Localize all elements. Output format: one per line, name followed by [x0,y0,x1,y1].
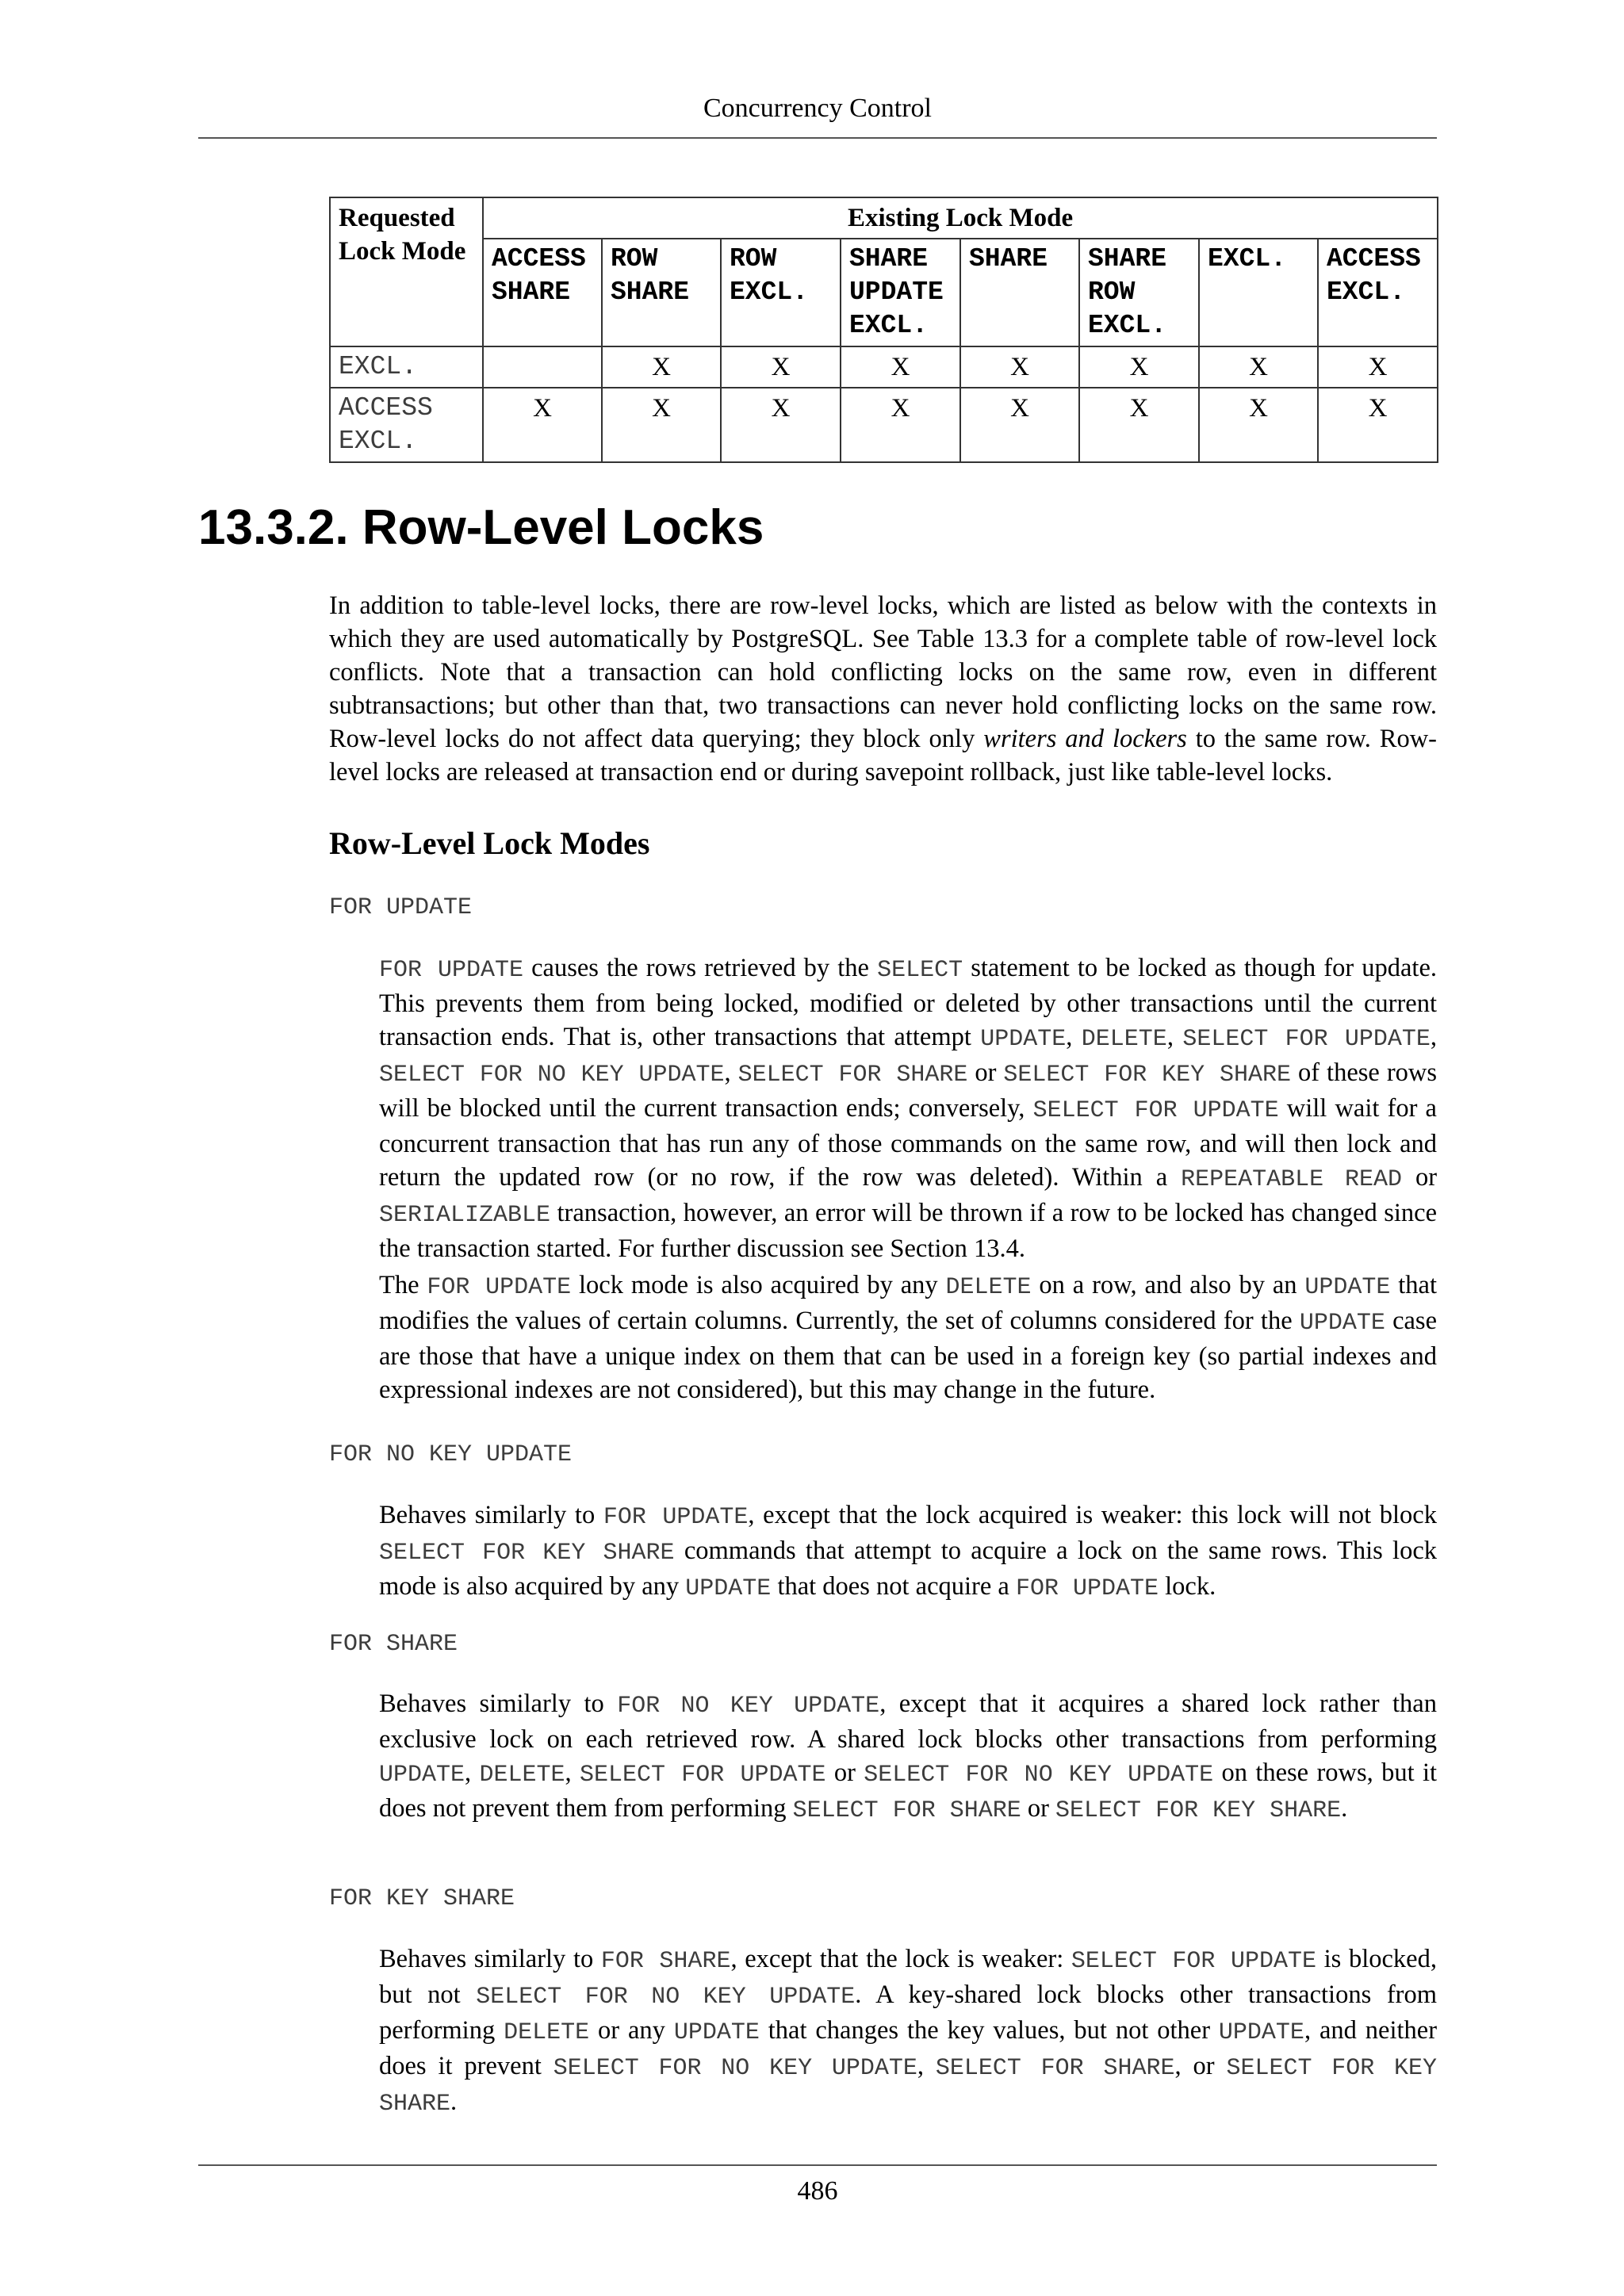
mode-description: Behaves similarly to FOR SHARE, except that the lock is weaker: SELECT FOR UPDATE is blocked, but not SELECT FOR NO KEY UPDATE. A key-shared lock blocks other transactions from performing DELETE or any UPDATE that changes the key values, but not other UPDATE, and neither does it prevent SELECT FOR NO KEY UPDATE, SELECT FOR SHARE, or SELECT FOR KEY SHARE. [379,1945,1438,2118]
column-header: EXCL. [1199,239,1318,346]
inline-code: SERIALIZABLE [379,1202,551,1229]
column-header: SHARE [960,239,1079,346]
inline-code: UPDATE [980,1026,1067,1053]
page-number: 486 [797,2176,838,2206]
table-cell: X [483,388,602,462]
table-cell: X [1199,346,1318,388]
table-cell: X [721,346,841,388]
table-row [330,388,1438,462]
inline-code: SELECT FOR NO KEY UPDATE [864,1762,1214,1789]
inline-code: SELECT FOR KEY SHARE [379,2055,1438,2118]
inline-code: UPDATE [1304,1274,1391,1301]
inline-code: DELETE [479,1762,565,1789]
column-header: SHARE ROW EXCL. [1079,239,1199,346]
inline-code: SELECT FOR KEY SHARE [1003,1062,1292,1089]
inline-code: REPEATABLE READ [1181,1166,1402,1193]
inline-code: UPDATE [379,1762,465,1789]
inline-code: UPDATE [1218,2019,1304,2046]
table-cell: X [602,346,721,388]
intro-paragraph [329,589,1437,789]
footer-divider [198,2164,1437,2166]
intro-text: In addition to table-level locks, there are row-level locks, which are listed as below with the contexts in which they are used automatically by PostgreSQL. See Table 13.3 for a complete table of row-level lock conflicts. Note that a transaction can hold conflicting locks on the same row, even in different subtransactions; but other than that, two transactions can never hold conflicting locks on the same row. Row-level locks do not affect data querying; they block only [329,591,1437,753]
column-header: ACCESS EXCL. [1318,239,1438,346]
inline-code: FOR NO KEY UPDATE [617,1693,880,1720]
table-cell: X [1079,388,1199,462]
inline-code: FOR SHARE [600,1948,731,1975]
table-cell: X [1079,346,1199,388]
row-header: ACCESS EXCL. [330,388,483,462]
table-cell: X [841,388,960,462]
column-header: ROW SHARE [602,239,721,346]
inline-code: SELECT [877,957,963,984]
lock-mode-term: FOR NO KEY UPDATE [329,1441,573,1468]
mode-description: Behaves similarly to FOR UPDATE, except that the lock acquired is weaker: this lock will not block SELECT FOR KEY SHARE commands that attempt to acquire a lock on the same rows. This lock mode is also acquired by any UPDATE that does not acquire a FOR UPDATE lock. [379,1501,1437,1602]
row-header: EXCL. [330,346,483,388]
lock-mode-term: FOR UPDATE [329,894,473,921]
mode-description: Behaves similarly to FOR NO KEY UPDATE, except that it acquires a shared lock rather than exclusive lock on each retrieved row. A shared lock blocks other transactions from performing UPDATE, DELETE, SELECT FOR UPDATE or SELECT FOR NO KEY UPDATE on these rows, but it does not prevent them from performing SELECT FOR SHARE or SELECT FOR KEY SHARE. [379,1689,1438,1824]
inline-code: FOR UPDATE [603,1504,749,1531]
inline-code: UPDATE [1299,1310,1385,1337]
inline-code: SELECT FOR UPDATE [1032,1097,1279,1124]
header-divider [198,137,1437,139]
table-cell: X [960,388,1079,462]
inline-code: UPDATE [685,1575,772,1602]
inline-code: SELECT FOR UPDATE [1182,1026,1431,1053]
inline-code: SELECT FOR KEY SHARE [379,1540,675,1567]
table-cell [483,346,602,388]
lock-mode-term: FOR KEY SHARE [329,1885,515,1912]
inline-code: UPDATE [673,2019,760,2046]
column-header: ROW EXCL. [721,239,841,346]
intro-text: to the same row. Row-level locks are released at transaction end or during savepoint rollback, just like table-level locks. [329,725,1437,786]
table-cell: X [841,346,960,388]
running-header: Concurrency Control [703,94,932,123]
inline-code: SELECT FOR SHARE [935,2055,1175,2082]
section-title: 13.3.2. Row-Level Locks [198,500,764,555]
column-header: SHARE UPDATE EXCL. [841,239,960,346]
lock-mode-term: FOR SHARE [329,1631,458,1658]
inline-code: FOR UPDATE [379,957,523,984]
column-header: ACCESS SHARE [483,239,602,346]
subsection-heading: Row-Level Lock Modes [329,825,650,861]
inline-code: SELECT FOR SHARE [792,1797,1021,1824]
table-cell: X [960,346,1079,388]
inline-code: SELECT FOR UPDATE [1071,1948,1316,1975]
table-cell: X [721,388,841,462]
table-cell: X [1318,346,1438,388]
table-row [330,346,1438,388]
mode-description: FOR UPDATE causes the rows retrieved by the SELECT statement to be locked as though for update. This prevents them from being locked, modified or deleted by other transactions until the current transaction ends. That is, other transactions that attempt UPDATE, DELETE, SELECT FOR UPDATE, SELECT FOR NO KEY UPDATE, SELECT FOR SHARE or SELECT FOR KEY SHARE of these rows will be blocked until the current transaction ends; conversely, SELECT FOR UPDATE will wait for a concurrent transaction that has run any of those commands on the same row, and will then lock and return the updated row (or no row, if the row was deleted). Within a REPEATABLE READ or SERIALIZABLE transaction, however, an error will be thrown if a row to be locked has changed since the transaction started. For further discussion see Section 13.4. [379,954,1438,1263]
table-cell: X [1199,388,1318,462]
lock-conflict-table [329,197,1438,463]
inline-code: SELECT FOR UPDATE [580,1762,826,1789]
inline-code: SELECT FOR NO KEY UPDATE [379,1062,725,1089]
inline-code: DELETE [504,2019,590,2046]
mode-description: The FOR UPDATE lock mode is also acquired by any DELETE on a row, and also by an UPDATE that modifies the values of certain columns. Currently, the set of columns considered for the UPDATE case are those that have a unique index on them that can be used in a foreign key (so partial indexes and expressional indexes are not considered), but this may change in the future. [379,1271,1437,1404]
inline-code: DELETE [945,1274,1032,1301]
table-cell: X [1318,388,1438,462]
inline-code: SELECT FOR NO KEY UPDATE [476,1984,856,2011]
inline-code: FOR UPDATE [427,1274,572,1301]
group-header: Existing Lock Mode [483,197,1438,239]
emphasis-text: writers and lockers [983,725,1187,753]
inline-code: SELECT FOR SHARE [737,1062,968,1089]
inline-code: SELECT FOR NO KEY UPDATE [553,2055,917,2082]
table-cell: X [602,388,721,462]
inline-code: SELECT FOR KEY SHARE [1055,1797,1342,1824]
corner-header: Requested Lock Mode [330,197,483,346]
inline-code: FOR UPDATE [1015,1575,1159,1602]
inline-code: DELETE [1081,1026,1167,1053]
